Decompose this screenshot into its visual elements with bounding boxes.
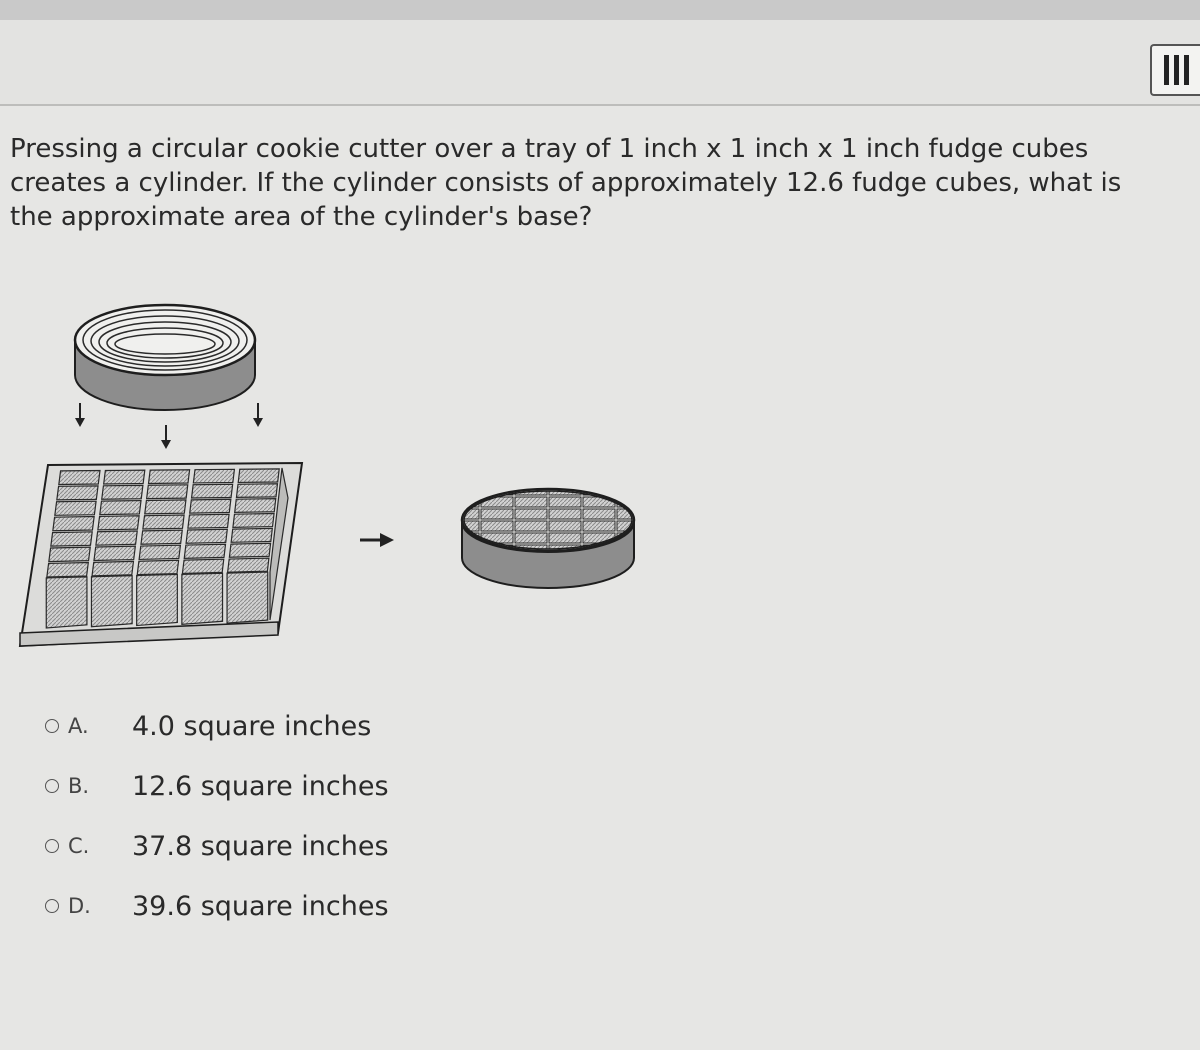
fudge-cube — [238, 469, 279, 483]
fudge-cube — [192, 484, 233, 498]
cookie-cutter — [75, 305, 255, 410]
question-figure — [0, 290, 700, 670]
fudge-cube — [583, 509, 615, 519]
fudge-cube — [228, 558, 269, 572]
fudge-cube — [149, 470, 190, 484]
choice-c[interactable] — [45, 816, 645, 876]
right-arrow-icon — [360, 533, 394, 547]
fudge-cube — [102, 485, 143, 499]
fudge-cube — [182, 559, 223, 573]
fudge-cube — [184, 544, 225, 558]
menu-icon — [1164, 55, 1189, 85]
top-bar — [0, 0, 1200, 20]
fudge-cube-front — [137, 574, 178, 625]
fudge-cube — [229, 543, 270, 557]
fudge-cube — [188, 514, 229, 528]
fudge-cube — [55, 501, 96, 515]
choice-d[interactable] — [45, 876, 645, 936]
fudge-cube — [193, 469, 234, 483]
header-divider — [0, 104, 1200, 106]
choice-text: 4.0 square inches — [132, 710, 372, 742]
answer-choices — [45, 696, 645, 936]
fudge-cube — [57, 486, 98, 500]
choice-b[interactable] — [45, 756, 645, 816]
fudge-cube — [139, 545, 180, 559]
fudge-cylinder — [447, 485, 649, 588]
fudge-cube — [236, 484, 277, 498]
header-area — [0, 20, 1200, 104]
fudge-cube — [47, 562, 88, 577]
fudge-cube — [94, 546, 135, 560]
fudge-cube — [145, 500, 186, 514]
fudge-cube — [549, 533, 581, 543]
down-arrow-icon — [75, 403, 85, 427]
choice-text: 37.8 square inches — [132, 830, 389, 862]
fudge-cube — [515, 521, 547, 531]
fudge-cube — [98, 516, 139, 530]
choice-letter: D. — [68, 894, 91, 918]
fudge-cube — [235, 499, 276, 513]
choice-letter: A. — [68, 714, 89, 738]
choice-text: 12.6 square inches — [132, 770, 389, 802]
fudge-cube — [583, 521, 615, 531]
fudge-cube-front — [46, 577, 87, 628]
fudge-cube — [137, 560, 178, 574]
fudge-cube — [186, 529, 227, 543]
fudge-cube-front — [91, 576, 132, 627]
fudge-cube — [233, 514, 274, 528]
radio-c[interactable] — [45, 839, 59, 853]
fudge-cube — [96, 531, 137, 545]
fudge-cube — [617, 485, 649, 495]
down-arrow-icon — [253, 403, 263, 427]
radio-a[interactable] — [45, 719, 59, 733]
fudge-cube — [515, 509, 547, 519]
fudge-cube — [143, 515, 184, 529]
fudge-cube — [141, 530, 182, 544]
choice-text: 39.6 square inches — [132, 890, 389, 922]
fudge-cube — [481, 509, 513, 519]
fudge-cube-front — [182, 573, 223, 624]
fudge-cube — [549, 521, 581, 531]
down-arrow-icon — [161, 425, 171, 449]
menu-button[interactable] — [1150, 44, 1200, 96]
fudge-cube — [59, 471, 100, 485]
fudge-tray — [20, 463, 302, 646]
fudge-cube — [549, 497, 581, 507]
fudge-cube — [549, 509, 581, 519]
fudge-cube — [515, 533, 547, 543]
fudge-cube — [481, 521, 513, 531]
fudge-cube — [104, 470, 145, 484]
question-text: Pressing a circular cookie cutter over a tray of 1 inch x 1 inch x 1 inch fudge cubes creates a cylinder. If the cylinder consists of approximately 12.6 fudge cubes, what is the approximate area of the cylinder's base? — [10, 134, 1122, 232]
fudge-cube — [49, 547, 90, 561]
fudge-cube — [100, 501, 141, 515]
fudge-cube — [231, 528, 272, 542]
fudge-cube — [53, 517, 94, 531]
fudge-cube — [190, 499, 231, 513]
radio-d[interactable] — [45, 899, 59, 913]
choice-a[interactable] — [45, 696, 645, 756]
choice-letter: B. — [68, 774, 90, 798]
fudge-cube — [92, 561, 133, 575]
fudge-cube — [51, 532, 92, 546]
fudge-cube — [515, 497, 547, 507]
fudge-cube — [447, 485, 479, 495]
radio-b[interactable] — [45, 779, 59, 793]
choice-letter: C. — [68, 834, 90, 858]
fudge-cube — [147, 485, 188, 499]
fudge-cube-front — [227, 572, 268, 623]
